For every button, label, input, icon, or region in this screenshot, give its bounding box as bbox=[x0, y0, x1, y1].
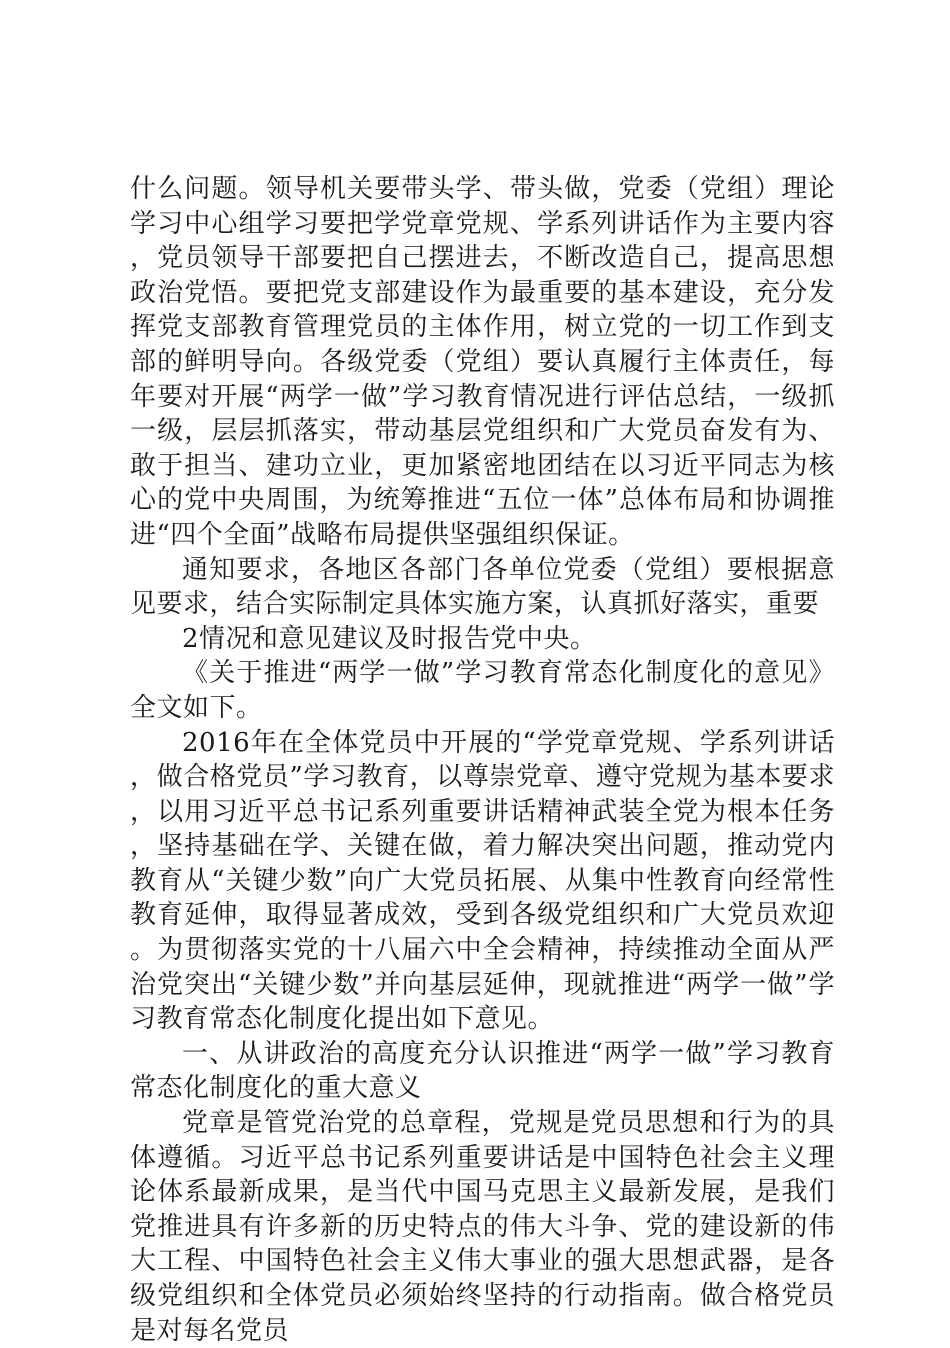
paragraph-6: 党章是管党治党的总章程，党规是党员思想和行为的具体遵循。习近平总书记系列重要讲话是中国特色社会主义理论体系最新成果，是当代中国马克思主义最新发展，是我们党推进具有许多新的历史特点的伟大斗争、党的建设新的伟大工程、中国特色社会主义伟大事业的强大思想武器，是各级党组织和全体党员必须始终坚持的行动指南。做合格党员是对每名党员 bbox=[130, 1108, 835, 1346]
document-page bbox=[130, 172, 835, 1348]
paragraph-1: 什么问题。领导机关要带头学、带头做，党委（党组）理论学习中心组学习要把学党章党规、学系列讲话作为主要内容，党员领导干部要把自己摆进去，不断改造自己，提高思想政治党悟。要把党支部建设作为最重要的基本建设，充分发挥党支部教育管理党员的主体作用，树立党的一切工作到支部的鲜明导向。各级党委（党组）要认真履行主体责任，每年要对开展“两学一做”学习教育情况进行评估总结，一级抓一级，层层抓落实，带动基层党组织和广大党员奋发有为、敢于担当、建功立业，更加紧密地团结在以习近平同志为核心的党中央周围，为统筹推进“五位一体”总体布局和协调推进“四个全面”战略布局提供坚强组织保证。 bbox=[130, 174, 835, 550]
paragraph-3: 2情况和意见建议及时报告党中央。 bbox=[182, 623, 597, 654]
paragraph-4: 《关于推进“两学一做”学习教育常态化制度化的意见》全文如下。 bbox=[130, 658, 835, 723]
paragraph-2: 通知要求，各地区各部门各单位党委（党组）要根据意见要求，结合实际制定具体实施方案，认真抓好落实，重要 bbox=[130, 554, 835, 620]
section-heading-1: 一、从讲政治的高度充分认识推进“两学一做”学习教育常态化制度化的重大意义 bbox=[130, 1038, 835, 1104]
paragraph-5: 2016年在全体党员中开展的“学党章党规、学系列讲话，做合格党员”学习教育，以尊崇党章、遵守党规为基本要求，以用习近平总书记系列重要讲话精神武装全党为根本任务，坚持基础在学、关键在做，着力解决突出问题，推动党内教育从“关键少数”向广大党员拓展、从集中性教育向经常性教育延伸，取得显著成效，受到各级党组织和广大党员欢迎。为贯彻落实党的十八届六中全会精神，持续推动全面从严治党突出“关键少数”并向基层延伸，现就推进“两学一做”学习教育常态化制度化提出如下意见。 bbox=[130, 727, 835, 1035]
